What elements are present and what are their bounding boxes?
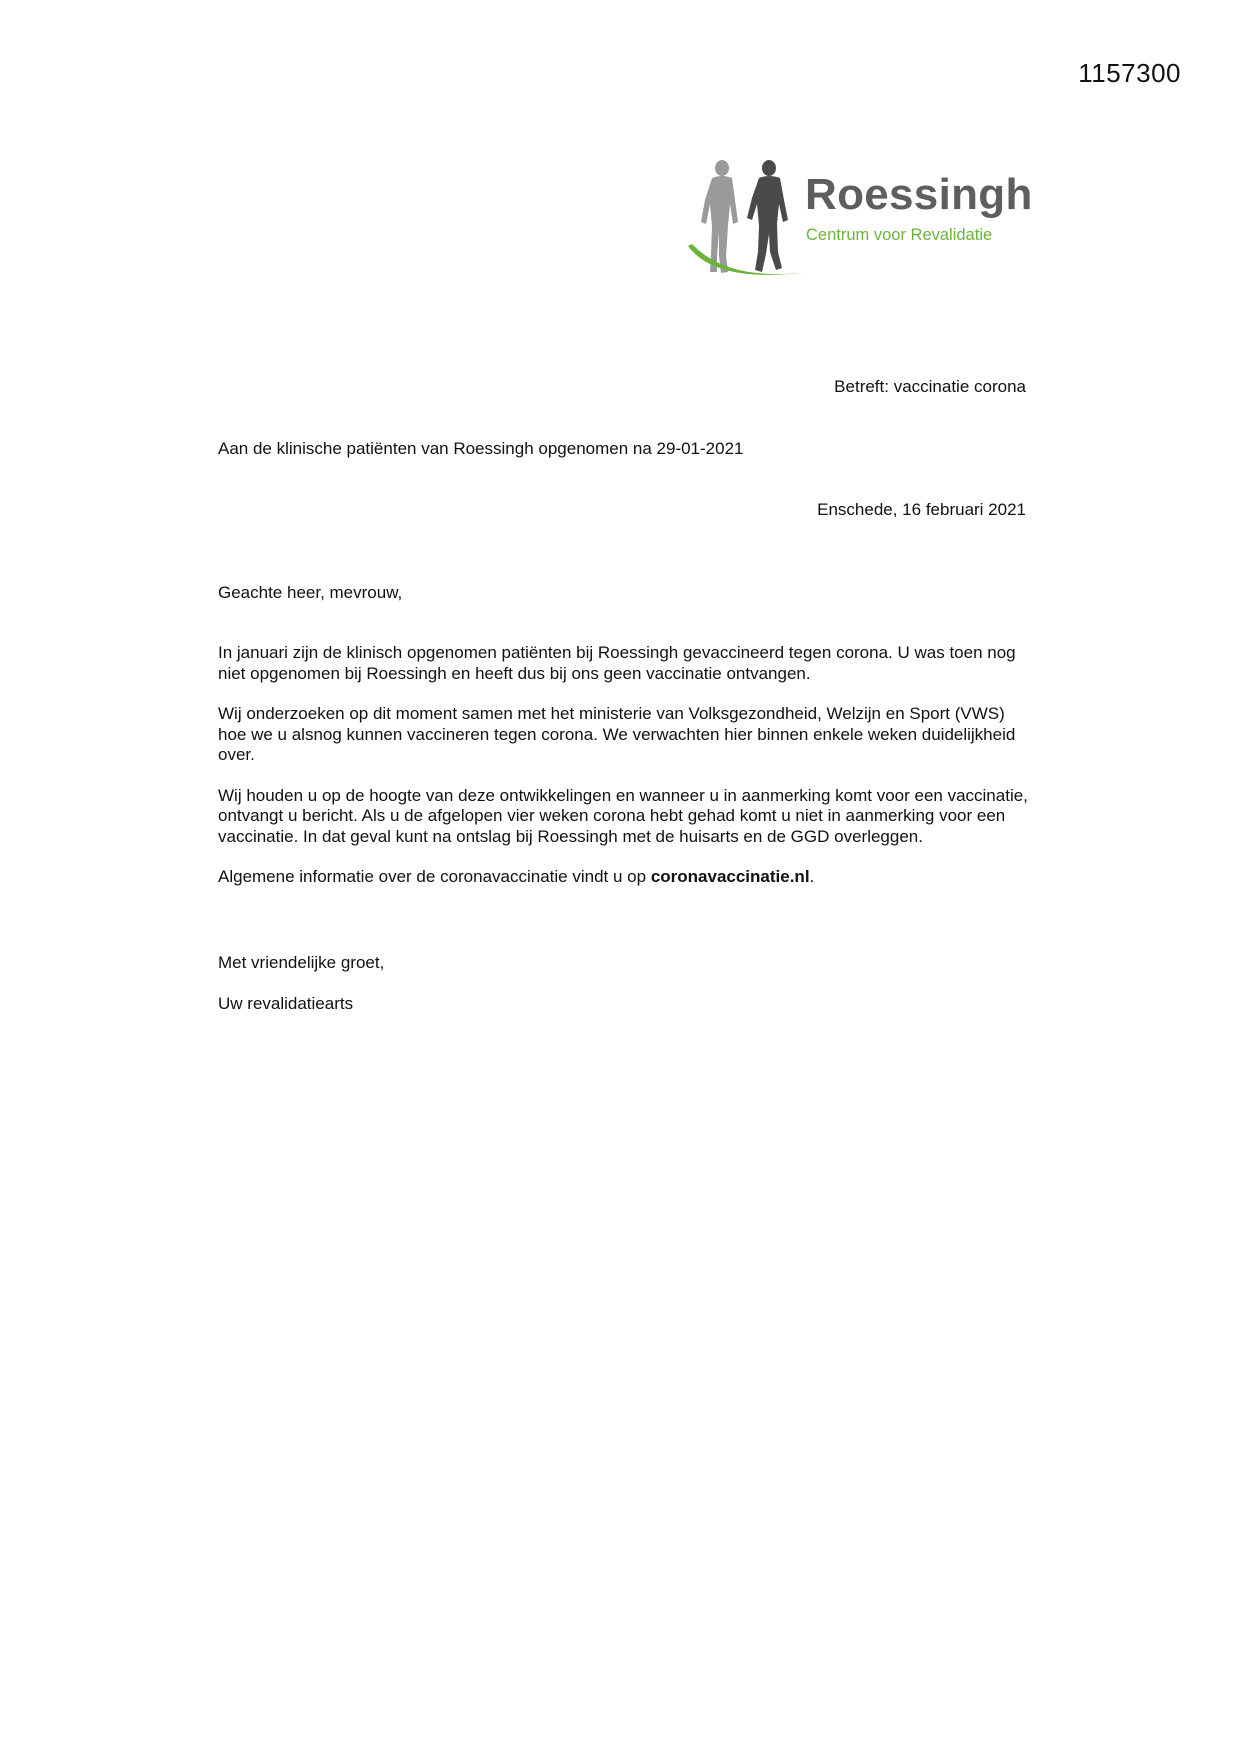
subject-line: Betreft: vaccinatie corona	[834, 377, 1026, 396]
signature: Uw revalidatiearts	[218, 994, 354, 1013]
body-paragraph: In januari zijn de klinisch opgenomen patiënten bij Roessingh gevaccineerd tegen corona. U was toen nog niet opgenomen bij Roessingh en heeft dus bij ons geen vaccinatie ontvangen.	[218, 643, 1016, 683]
document-number: 1157300	[1078, 58, 1181, 88]
info-suffix: .	[809, 867, 815, 886]
salutation: Geachte heer, mevrouw,	[218, 583, 403, 602]
running-figures-icon	[688, 160, 808, 290]
roessingh-logo	[688, 160, 1033, 290]
body-paragraph: Wij houden u op de hoogte van deze ontwikkelingen en wanneer u in aanmerking komt voor een vaccinatie, ontvangt u bericht. Als u de afgelopen vier weken corona hebt gehad komt u niet in aanmerking voor een vaccinatie. In dat geval kunt na ontslag bij Roessingh met de huisarts en de GGD overleggen.	[218, 785, 1028, 846]
info-paragraph	[218, 867, 1033, 888]
closing: Met vriendelijke groet,	[218, 953, 385, 972]
letter-body	[218, 643, 1033, 888]
place-date: Enschede, 16 februari 2021	[817, 500, 1026, 519]
logo-tagline: Centrum voor Revalidatie	[806, 226, 993, 244]
addressee-line: Aan de klinische patiënten van Roessingh opgenomen na 29-01-2021	[218, 439, 744, 458]
logo-name: Roessingh	[805, 170, 1033, 219]
info-link: coronavaccinatie.nl	[650, 867, 810, 886]
body-paragraph: Wij onderzoeken op dit moment samen met het ministerie van Volksgezondheid, Welzijn en Sport (VWS) hoe we u alsnog kunnen vaccineren tegen corona. We verwachten hier binnen enkele weken duidelijkheid over.	[218, 704, 1016, 764]
info-prefix: Algemene informatie over de coronavaccinatie vindt u op	[218, 867, 651, 886]
